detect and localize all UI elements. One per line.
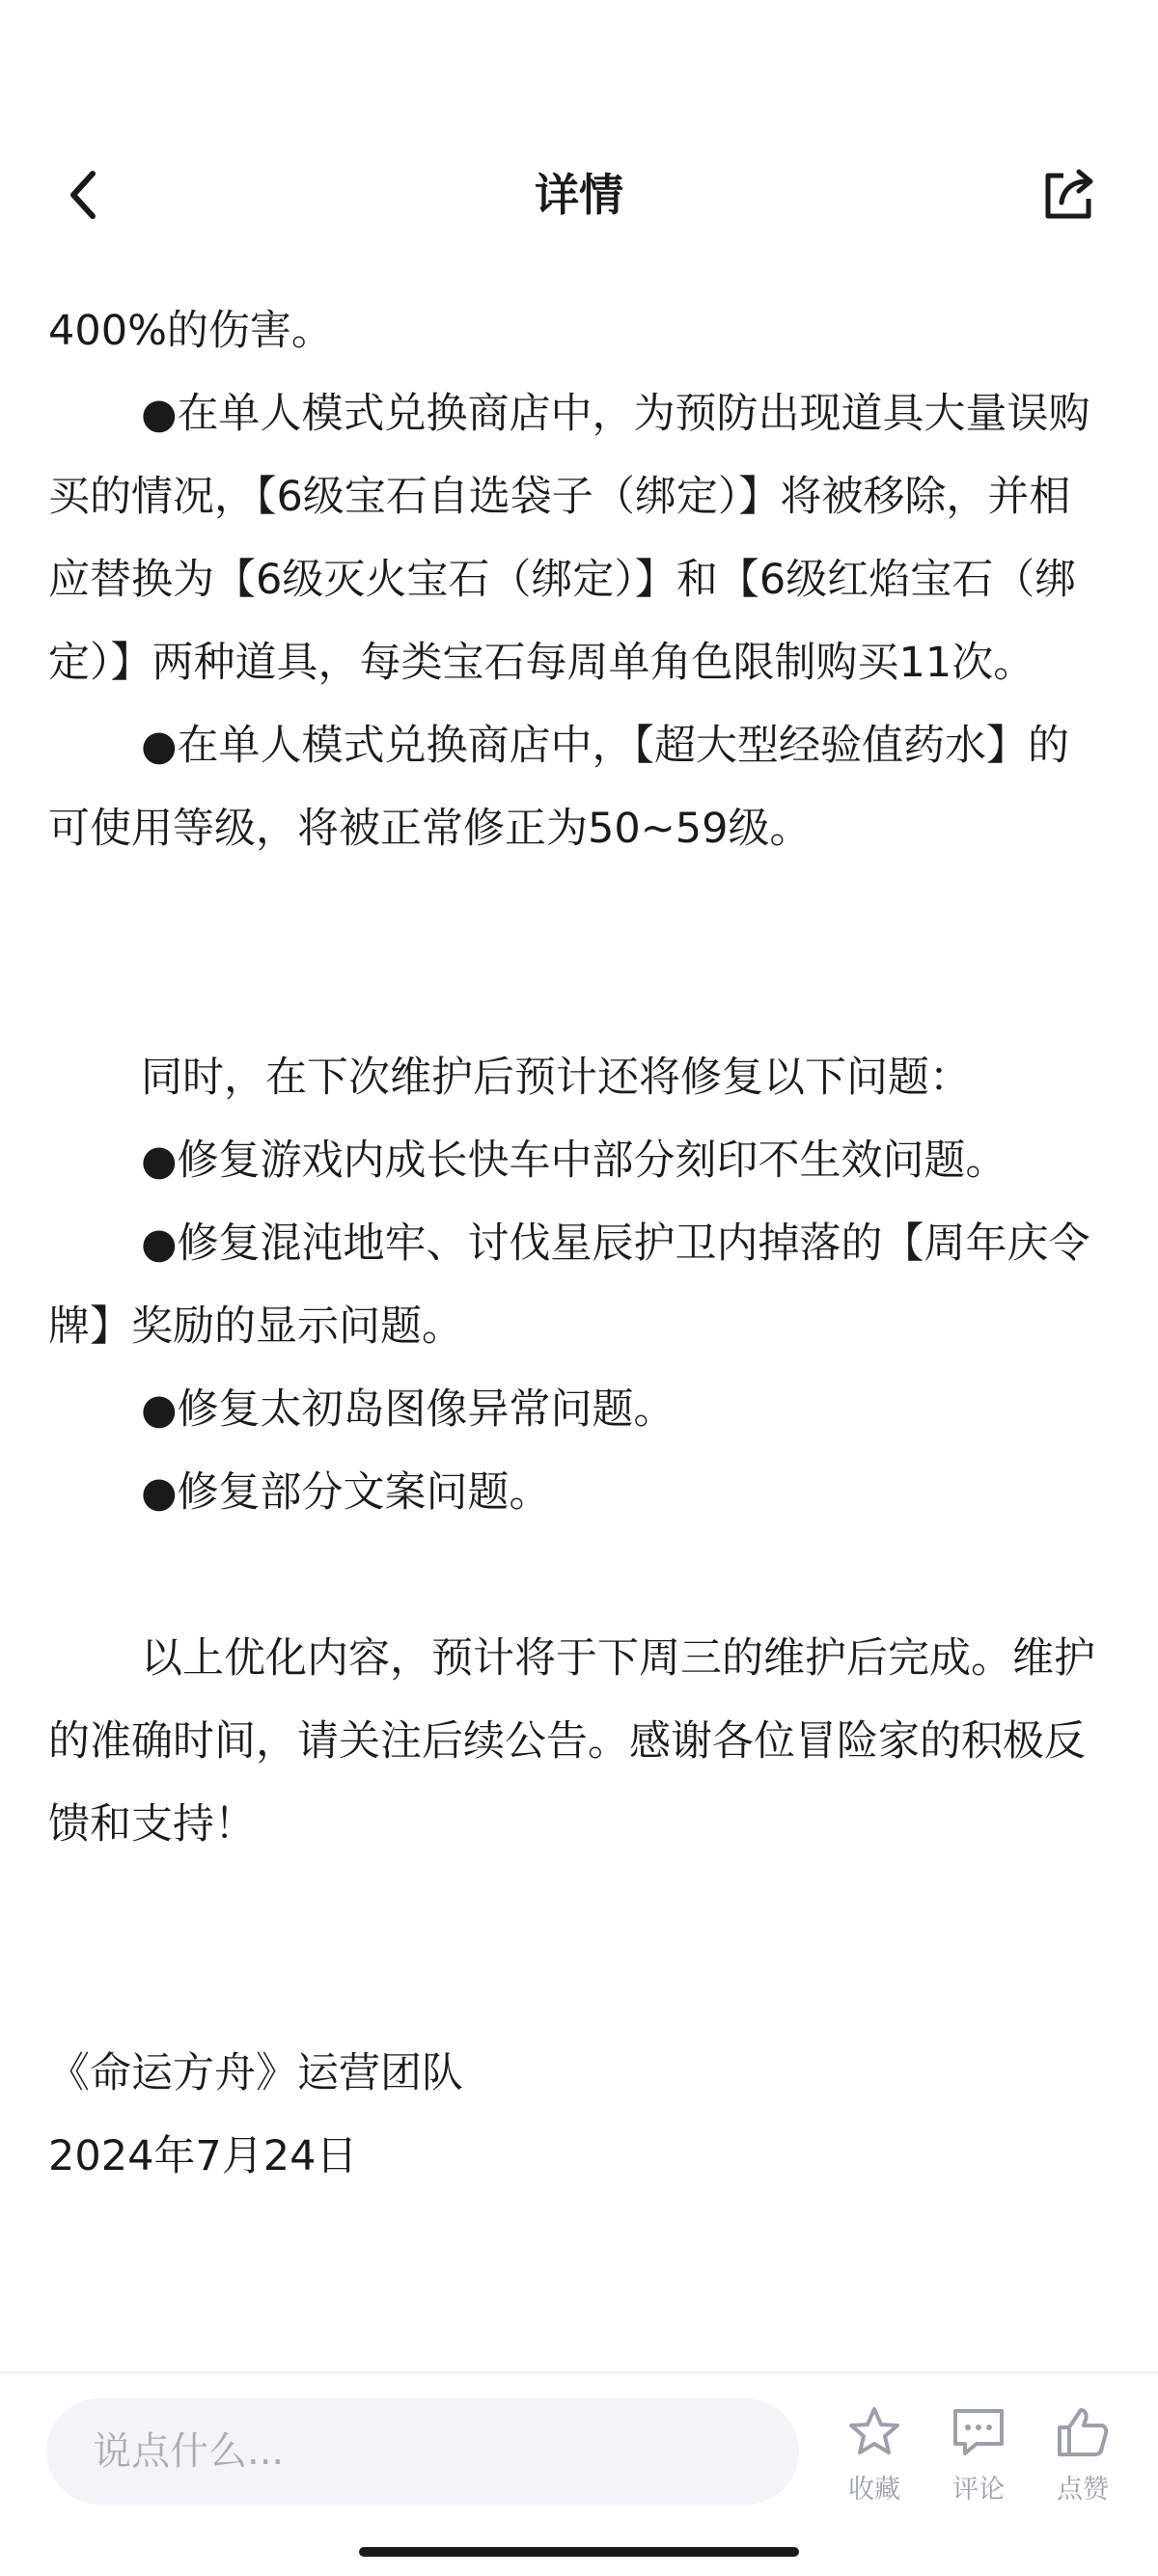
share-icon — [1040, 166, 1098, 224]
spacer — [48, 870, 1110, 1036]
home-indicator[interactable] — [359, 2547, 799, 2557]
article-paragraph: ●在单人模式兑换商店中，为预防出现道具大量误购买的情况，【6级宝石自选袋子（绑定）】将被移除，并相应替换为【6级灭火宝石（绑定）】和【6级红焰宝石（绑定）】两种道具，每类宝石每周单角色限制购买11次。 — [48, 390, 1090, 687]
signature-team: 《命运方舟》运营团队 — [48, 2049, 463, 2097]
article-paragraph: ●在单人模式兑换商店中，【超大型经验值药水】的可使用等级，将被正常修正为50~59级。 — [48, 722, 1070, 853]
favorite-button[interactable] — [826, 2402, 923, 2506]
comment-input[interactable] — [46, 2398, 799, 2505]
article-paragraph: ●修复部分文案问题。 — [141, 1468, 551, 1517]
article-paragraph: 400%的伤害。 — [48, 307, 333, 355]
favorite-label: 收藏 — [848, 2475, 900, 2505]
article-paragraph: ●修复混沌地牢、讨伐星辰护卫内掉落的【周年庆令牌】奖励的显示问题。 — [48, 1219, 1090, 1351]
comment-icon — [950, 2405, 1007, 2459]
share-button[interactable] — [1034, 160, 1104, 230]
article-paragraph: ●修复太初岛图像异常问题。 — [141, 1385, 676, 1434]
page-title: 详情 — [535, 169, 623, 221]
article-paragraph: 以上优化内容，预计将于下周三的维护后完成。维护的准确时间，请关注后续公告。感谢各位冒险家的积极反馈和支持！ — [48, 1634, 1095, 1849]
signature-date: 2024年7月24日 — [48, 2132, 358, 2180]
article-paragraph: 同时，在下次维护后预计还将修复以下问题： — [141, 1054, 971, 1102]
bottom-action-bar — [0, 2373, 1158, 2576]
star-icon — [846, 2404, 902, 2460]
like-button[interactable] — [1034, 2402, 1131, 2506]
spacer — [48, 1534, 1110, 1617]
like-label: 点赞 — [1057, 2475, 1109, 2505]
article-paragraph: ●修复游戏内成长快车中部分刻印不生效问题。 — [141, 1137, 1007, 1185]
spacer — [48, 1866, 1110, 2032]
comment-label: 评论 — [952, 2475, 1005, 2505]
thumbs-up-icon — [1054, 2404, 1112, 2460]
top-nav-bar — [0, 145, 1158, 245]
comment-button[interactable] — [930, 2402, 1027, 2506]
article-body — [48, 289, 1110, 2198]
